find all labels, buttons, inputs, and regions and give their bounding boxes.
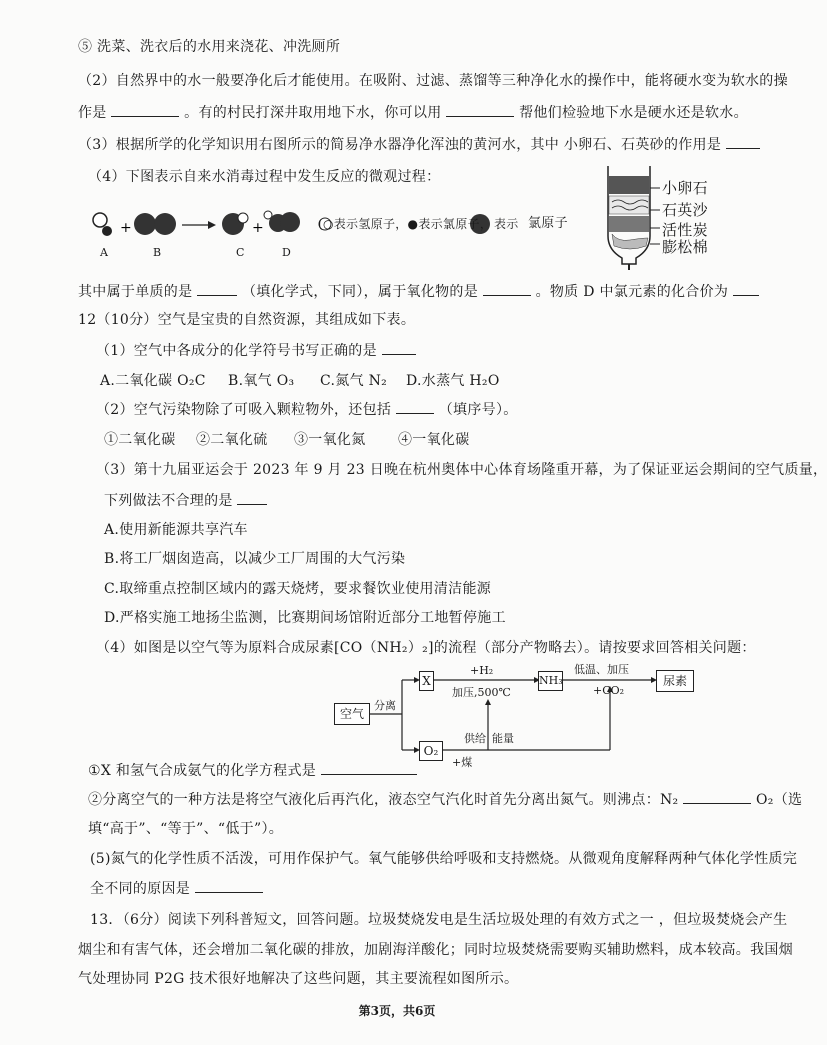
q12-p4-q1 bbox=[88, 762, 417, 780]
q12-p4-q2-text: ②分离空气的一种方法是将空气液化后再汽化，液态空气汽化时首先分离出氮气。则沸点：N₂ bbox=[88, 792, 679, 808]
filter-label-pebble: 小卵石 bbox=[662, 179, 708, 197]
flow-label-cond1: 加压,500℃ bbox=[452, 686, 511, 699]
q12-title: 12（10分）空气是宝贵的自然资源，其组成如下表。 bbox=[78, 312, 416, 328]
q12-p3-option-c: C.取缔重点控制区域内的露天烧烤，要求餐饮业使用清洁能源 bbox=[104, 581, 492, 597]
mol-label-b: B bbox=[153, 246, 162, 259]
q12-p3-option-b: B.将工厂烟囱造高，以减少工厂周围的大气污染 bbox=[104, 551, 406, 567]
q12-p4: （4）如图是以空气等为原料合成尿素[CO（NH₂）₂]的流程（部分产物略去）。请按要求回答相关问题： bbox=[96, 640, 756, 656]
flow-box-urea: 尿素 bbox=[656, 670, 694, 692]
q12-p1-option-a: A.二氧化碳 O₂C bbox=[100, 373, 206, 389]
q12-p1-option-b: B.氧气 O₃ bbox=[228, 373, 295, 389]
q12-p1-option-c: C.氮气 N₂ bbox=[320, 373, 388, 389]
q12-p5-line2 bbox=[90, 880, 263, 898]
q12-p4-q2-line1 bbox=[88, 791, 802, 809]
flow-label-h2: +H₂ bbox=[470, 664, 494, 677]
q12-p2-option-4: ④一氧化碳 bbox=[398, 432, 470, 448]
answer-blank bbox=[237, 492, 267, 505]
q12-p1 bbox=[96, 342, 416, 360]
filter-label-carbon: 活性炭 bbox=[662, 221, 708, 239]
q12-p3-line2 bbox=[104, 492, 267, 510]
q11-item5: ⑤ 洗菜、洗衣后的水用来浇花、冲洗厕所 bbox=[78, 39, 341, 55]
molecule-d bbox=[264, 211, 300, 232]
q12-p2-option-1: ①二氧化碳 bbox=[104, 432, 176, 448]
q13-line3: 气处理协同 P2G 技术很好地解决了这些问题，其主要流程如图所示。 bbox=[78, 971, 519, 987]
legend-o-text: 表示 bbox=[494, 217, 519, 231]
flow-label-separate: 分离 bbox=[374, 699, 396, 712]
q11-p2-line2a: 作是 bbox=[78, 105, 107, 121]
filter-label-cotton: 膨松棉 bbox=[662, 238, 708, 256]
q13-line2: 烟尘和有害气体，还会增加二氧化碳的排放，加剧海洋酸化；同时垃圾焚烧需要购买辅助燃料，成本较高。我国烟 bbox=[78, 942, 793, 958]
answer-blank bbox=[733, 283, 759, 296]
q11-p2-line2c: 帮他们检验地下水是硬水还是软水。 bbox=[519, 105, 748, 121]
answer-blank bbox=[321, 762, 417, 775]
mol-label-a: A bbox=[100, 246, 108, 259]
q12-p5-line1: (5)氮气的化学性质不活泼，可用作保护气。氧气能够供给呼吸和支持燃烧。从微观角度解释两种气体化学性质完 bbox=[90, 851, 798, 867]
flow-label-energy: 能量 bbox=[492, 732, 514, 745]
filter-label-sand: 石英沙 bbox=[662, 201, 708, 219]
q12-p2-tail: （填序号）。 bbox=[438, 402, 518, 418]
answer-blank bbox=[396, 401, 434, 414]
answer-blank bbox=[382, 342, 416, 355]
molecule-a bbox=[93, 213, 112, 236]
flow-box-nh3: NH₃ bbox=[538, 671, 563, 691]
q12-p3-line1: （3）第十九届亚运会于 2023 年 9 月 23 日晚在杭州奥体中心体育场隆重开幕，为了保证亚运会期间的空气质量， bbox=[96, 462, 827, 478]
legend-text: (○表示氢原子，●表示氯原子， bbox=[318, 217, 493, 231]
q11-p3-text: （3）根据所学的化学知识用右图所示的简易净水器净化浑浊的黄河水，其中 小卵石、石英砂的作用是 bbox=[78, 137, 722, 153]
molecule-b bbox=[134, 213, 176, 235]
flow-box-o2: O₂ bbox=[419, 741, 443, 761]
q12-p3-option-d: D.严格实施工地扬尘监测，比赛期间场馆附近部分工地暂停施工 bbox=[104, 610, 506, 626]
q12-p1-text: （1）空气中各成分的化学符号书写正确的是 bbox=[96, 343, 377, 359]
flow-label-cond2: 低温、加压 bbox=[574, 663, 629, 676]
flow-box-air: 空气 bbox=[334, 703, 370, 725]
legend-o-name: 氯原子 bbox=[528, 216, 568, 231]
q12-p3-option-a: A.使用新能源共享汽车 bbox=[104, 522, 248, 538]
answer-blank bbox=[197, 283, 237, 296]
q12-p2-option-2: ②二氧化硫 bbox=[196, 432, 268, 448]
flow-label-supply: 供给 bbox=[464, 732, 486, 745]
page-footer: 第3页，共6页 bbox=[358, 1004, 436, 1018]
q12-p2-text: （2）空气污染物除了可吸入颗粒物外，还包括 bbox=[96, 402, 392, 418]
answer-blank bbox=[483, 283, 531, 296]
q12-p2 bbox=[96, 401, 518, 419]
flow-label-coal: +煤 bbox=[452, 756, 473, 769]
q12-p4-q2-line2: 填“高于”、“等于”、“低于”）。 bbox=[88, 821, 284, 837]
q11-p4-qc: 。物质 D 中氯元素的化合价为 bbox=[535, 284, 729, 300]
q12-p2-option-3: ③一氧化氮 bbox=[294, 432, 366, 448]
q11-p4-qb: （填化学式，下同），属于氧化物的是 bbox=[241, 284, 479, 300]
water-filter bbox=[608, 166, 660, 270]
answer-blank bbox=[195, 880, 263, 893]
q12-p3-line2-text: 下列做法不合理的是 bbox=[104, 493, 233, 509]
q11-p4-questions bbox=[78, 283, 759, 301]
q12-p4-q2-o2: O₂（选 bbox=[756, 792, 803, 808]
q11-p4: （4）下图表示自来水消毒过程中发生反应的微观过程： bbox=[88, 169, 441, 185]
mol-label-d: D bbox=[282, 246, 291, 259]
q12-p4-q1-text: ①X 和氢气合成氨气的化学方程式是 bbox=[88, 763, 317, 779]
q11-p2-line1: （2）自然界中的水一般要净化后才能使用。在吸附、过滤、蒸馏等三种净化水的操作中，能将硬水变为软水的操 bbox=[78, 73, 788, 89]
q12-p5-line2-text: 全不同的原因是 bbox=[90, 881, 191, 897]
q13-line1: 13．（6分）阅读下列科普短文，回答问题。垃圾焚烧发电是生活垃圾处理的有效方式之一 ，但垃圾焚烧会产生 bbox=[90, 912, 788, 928]
q12-p1-option-d: D.水蒸气 H₂O bbox=[406, 373, 500, 389]
mol-label-c: C bbox=[236, 246, 245, 259]
svg-text:+: + bbox=[252, 220, 264, 236]
svg-text:+: + bbox=[120, 220, 132, 236]
molecule-c bbox=[222, 213, 248, 235]
q11-p4-qa: 其中属于单质的是 bbox=[78, 284, 193, 300]
flow-label-co2: +CO₂ bbox=[593, 684, 625, 697]
answer-blank bbox=[683, 791, 751, 804]
flow-box-x: X bbox=[419, 671, 434, 691]
q11-p2-line2b: 。有的村民打深井取用地下水，你可以用 bbox=[184, 105, 442, 121]
